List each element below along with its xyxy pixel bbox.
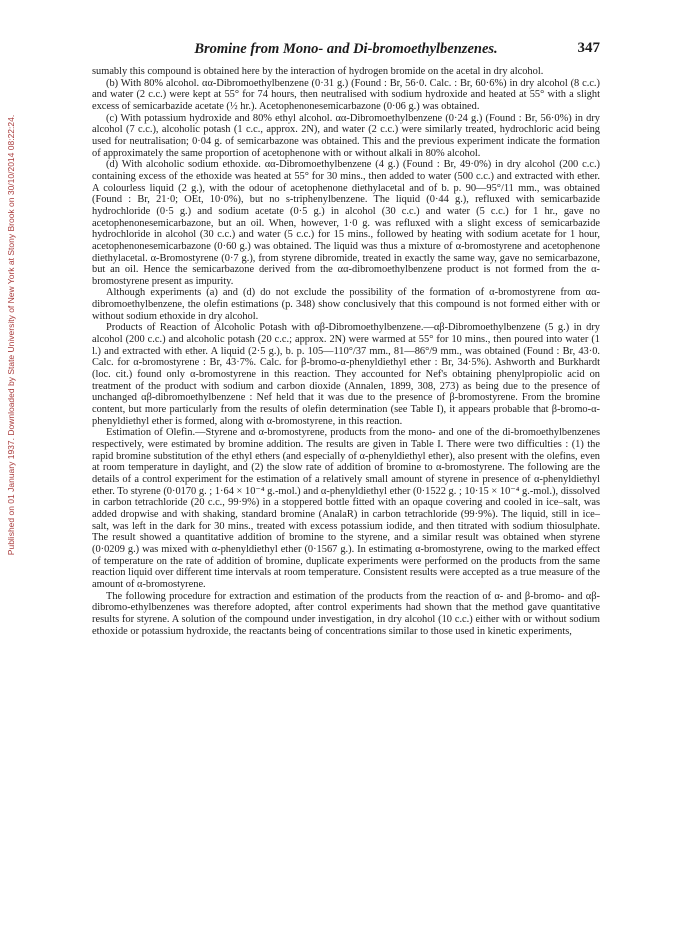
running-header: [92, 40, 600, 62]
page-number: 347: [577, 40, 600, 56]
paragraph: (c) With potassium hydroxide and 80% ethyl alcohol. αα-Dibromoethylbenzene (0·24 g.) (Found : Br, 56·0%) in dry alcohol (7 c.c.), alcoholic potash (1 c.c., approx. 2N), and water (2 c.c.) were similarly treated, hydrochloric acid being used for neutralisation; 0·04 g. of semicarbazone was obtained. This and the previous experiment indicate the formation of approximately the same proportion of acetophenone with or without alkali in 80% alcohol.: [92, 112, 600, 159]
paragraph: Products of Reaction of Alcoholic Potash with αβ-Dibromoethylbenzene.—αβ-Dibromoethylbenzene (5 g.) in dry alcohol (200 c.c.) and alcoholic potash (20 c.c.; approx. 2N) were warmed at 55° for 10 mins., then poured into water (1 l.) and extracted with ether. A liquid (2·5 g.), b. p. 105—110°/37 mm., 81—86°/9 mm., was obtained (Found : Br, 43·0. Calc. for α-bromostyrene : Br, 43·7%. Calc. for β-bromo-α-phenyldiethyl ether : Br, 34·5%). Ashworth and Burkhardt (loc. cit.) found only α-bromostyrene in this reaction. They accounted for Nef's obtaining phenylpropiolic acid on treatment of the product with sodium and carbon dioxide (Annalen, 1899, 308, 273) as being due to the presence of unchanged αβ-dibromoethylbenzene : Nef held that it was due to the presence of β-bromostyrene. From the bromine content, but more particularly from the results of olefin determination (see Table I), it appears probable that β-bromo-α-phenyldiethyl ether is formed, along with α-bromostyrene, in this reaction.: [92, 322, 600, 427]
paragraph: Although experiments (a) and (d) do not exclude the possibility of the formation of α-bromostyrene from αα-dibromoethylbenzene, the olefin estimations (p. 348) show conclusively that this compound is not formed either with or without sodium ethoxide in dry alcohol.: [92, 287, 600, 322]
paragraph: sumably this compound is obtained here by the interaction of hydrogen bromide on the acetal in dry alcohol.: [92, 66, 544, 77]
paragraph: (b) With 80% alcohol. αα-Dibromoethylbenzene (0·31 g.) (Found : Br, 56·0. Calc. : Br, 60·6%) in dry alcohol (8 c.c.) and water (2 c.c.) were kept at 55° for 74 hours, then neutralised with sodium hydroxide and heated at 55° with a slight excess of semicarbazide acetate (½ hr.). Acetophenonesemicarbazone (0·06 g.) was obtained.: [92, 77, 600, 112]
paragraph: Estimation of Olefin.—Styrene and α-bromostyrene, products from the mono- and one of the di-bromoethylbenzenes respectively, were estimated by bromine addition. The results are given in Table I. There were two difficulties : (1) the rapid bromine substitution of the ethyl ethers (and especially of α-phenyldiethyl ether), also present with the olefins, even at room temperature in daylight, and (2) the slow rate of addition of bromine to α-bromostyrene. The following are the details of a control experiment for the estimation of a relatively small amount of styrene in presence of α-phenyldiethyl ether. To styrene (0·0170 g. ; 1·64 × 10⁻⁴ g.-mol.) and α-phenyldiethyl ether (0·1522 g. ; 10·15 × 10⁻⁴ g.-mol.), dissolved in carbon tetrachloride (20 c.c., 99·9%) in a stoppered bottle fitted with an opaque covering and cooled in ice–salt, was added dropwise and with shaking, standard bromine (AnalaR) in carbon tetrachloride (99·9%). The liquid, still in ice–salt, was left in the dark for 30 mins., treated with excess potassium iodide, and then titrated with sodium thiosulphate. The result showed a quantitative addition of bromine to the styrene, and a similar result was obtained when styrene (0·0209 g.) was mixed with α-phenyldiethyl ether (0·1567 g.). In estimating α-bromostyrene, owing to the marked effect of temperature on the rate of addition of bromine, duplicate experiments were performed on the products from the same reaction liquid over different time intervals at room temperature. Consistent results were accepted as a true measure of the amount of α-bromostyrene.: [92, 427, 600, 590]
download-watermark-text: Published on 01 January 1937. Downloaded by State University of New York at Stony Brook on 30/10/2014 08:22:24.: [6, 114, 16, 556]
article-body: [92, 66, 600, 637]
paragraph: (d) With alcoholic sodium ethoxide. αα-Dibromoethylbenzene (4 g.) (Found : Br, 49·0%) in dry alcohol (200 c.c.) containing excess of the ethoxide was heated at 55° for 30 mins., then added to water (500 c.c.) and extracted with ether. A colourless liquid (2 g.), with the odour of acetophenone diethylacetal and of b. p. 90—95°/11 mm., was obtained (Found : Br, 21·0; OEt, 10·0%), but no s-triphenylbenzene. The liquid (0·44 g.), refluxed with semicarbazide hydrochloride (0·5 g.) and sodium acetate (0·5 g.) in alcohol (30 c.c.) and water (5 c.c.) for 1 hr., gave no acetophenonesemicarbazone, but an oil. When, however, 1·0 g. was refluxed with a slight excess of semicarbazide hydrochloride in alcohol (30 c.c.) and water (5 c.c.) for 15 mins., followed by heating with sodium acetate for 1 hour, acetophenonesemicarbazone (0·60 g.) was obtained. The liquid was thus a mixture of α-bromostyrene and acetophenone diethylacetal. α-Bromostyrene (0·7 g.), from styrene dibromide, treated in exactly the same way, gave no semicarbazone, but an oil. Hence the semicarbazone derived from the αα-dibromoethylbenzene product is not formed from the α-bromostyrene present as impurity.: [92, 159, 600, 287]
paragraph: The following procedure for extraction and estimation of the products from the reaction of α- and β-bromo- and αβ-dibromo-ethylbenzenes was therefore adopted, after control experiments had shown that the method gave quantitative results for styrene. A solution of the compound under investigation, in dry alcohol (10 c.c.) either with or without sodium ethoxide or potassium hydroxide, the reactants being of concentrations similar to those used in kinetic experiments,: [92, 590, 600, 637]
running-title: Bromine from Mono- and Di-bromoethylbenzenes.: [194, 41, 498, 57]
download-watermark: [4, 55, 18, 615]
